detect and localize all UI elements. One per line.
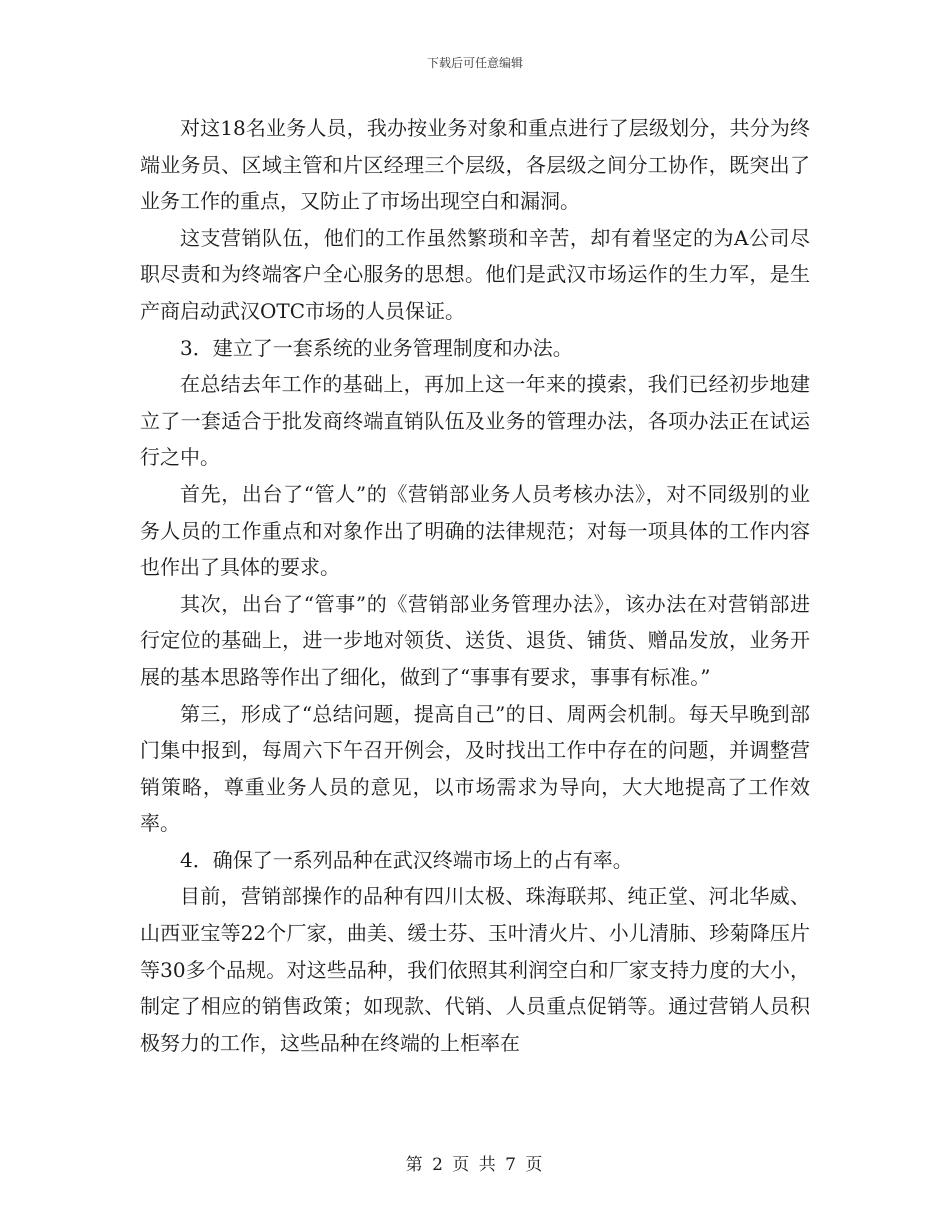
- section-heading: 3．建立了一套系统的业务管理制度和办法。: [180, 335, 573, 360]
- paragraph: 这支营销队伍，他们的工作虽然繁琐和辛苦，却有着坚定的为A公司尽职尽责和为终端客户全心服务的思想。他们是武汉市场运作的生力军，是生产商启动武汉OTC市场的人员保证。: [140, 225, 810, 323]
- paragraph: 首先，出台了“管人”的《营销部业务人员考核办法》，对不同级别的业务人员的工作重点和对象作出了明确的法律规范；对每一项具体的工作内容也作出了具体的要求。: [140, 481, 810, 580]
- paragraph: 对这18名业务人员，我办按业务对象和重点进行了层级划分，共分为终端业务员、区域主管和片区经理三个层级，各层级之间分工协作，既突出了业务工作的重点，又防止了市场出现空白和漏洞。: [140, 116, 810, 214]
- paragraph: 其次，出台了“管事”的《营销部业务管理办法》，该办法在对营销部进行定位的基础上，进一步地对领货、送货、退货、铺货、赠品发放，业务开展的基本思路等作出了细化，做到了“事事有要求，事事有标准。”: [140, 591, 810, 689]
- document-body: [140, 110, 810, 1061]
- paragraph: 目前，营销部操作的品种有四川太极、珠海联邦、纯正堂、河北华威、山西亚宝等22个厂家，曲美、缓士芬、玉叶清火片、小儿清肺、珍菊降压片等30多个品规。对这些品种，我们依照其利润空白和厂家支持力度的大小，制定了相应的销售政策；如现款、代销、人员重点促销等。通过营销人员积极努力的工作，这些品种在终端的上柜率在: [140, 884, 810, 1055]
- page-header: 下载后可任意编辑: [426, 56, 523, 70]
- page-number: 第 2 页 共 7 页: [405, 1155, 545, 1175]
- section-heading: 4．确保了一系列品种在武汉终端市场上的占有率。: [180, 847, 633, 872]
- paragraph: 在总结去年工作的基础上，再加上这一年来的摸索，我们已经初步地建立了一套适合于批发商终端直销队伍及业务的管理办法，各项办法正在试运行之中。: [140, 372, 810, 470]
- paragraph: 第三，形成了“总结问题，提高自己”的日、周两会机制。每天早晚到部门集中报到，每周六下午召开例会，及时找出工作中存在的问题，并调整营销策略，尊重业务人员的意见，以市场需求为导向，大大地提高了工作效率。: [140, 701, 810, 836]
